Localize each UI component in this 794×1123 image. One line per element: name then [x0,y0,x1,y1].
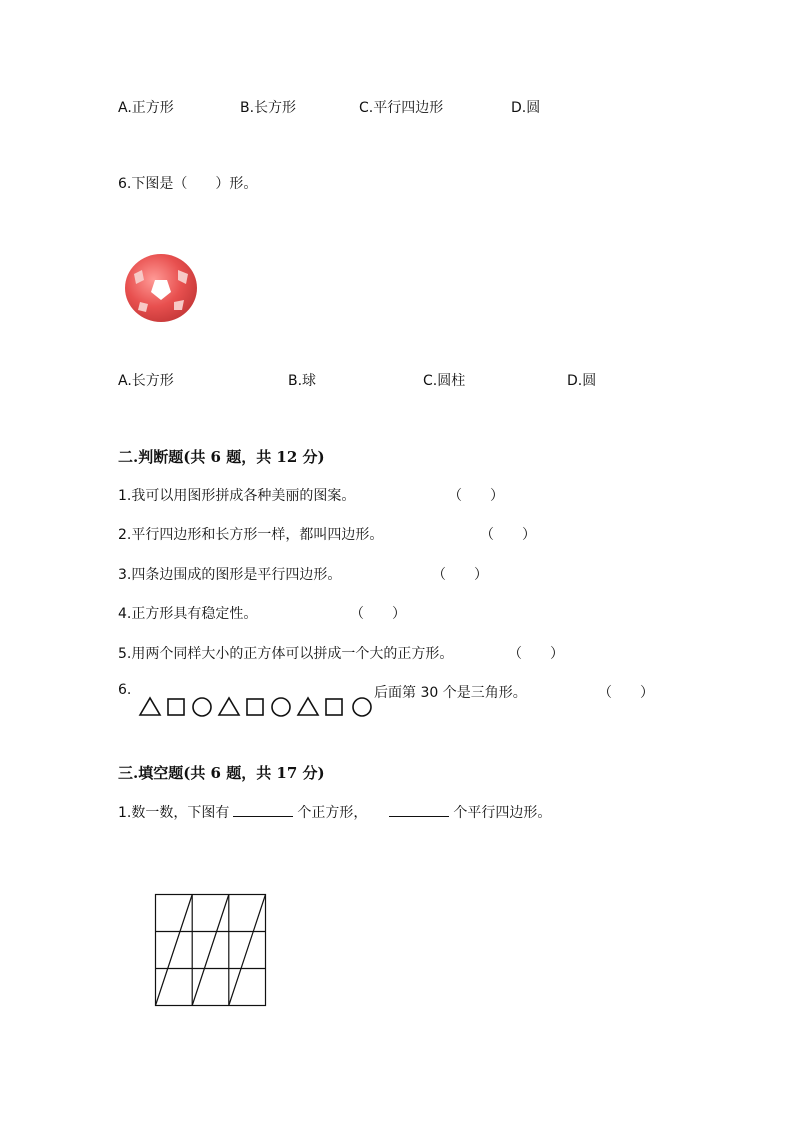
judge-item-6-text: 后面第 30 个是三角形。 [374,685,527,701]
q6-prompt: 6.下图是（ ）形。 [118,176,258,192]
q6-option-c[interactable]: C.圆柱 [423,373,466,389]
circle-icon [272,698,290,716]
q5-option-a[interactable]: A.正方形 [118,100,174,116]
fill-item-1-part2: 个正方形， [297,805,368,821]
ball-image [122,252,200,324]
circle-icon [353,698,371,716]
judge-item-4-text: 4.正方形具有稳定性。 [118,606,258,622]
fill-blank-parallelograms[interactable] [389,802,449,817]
q5-option-c[interactable]: C.平行四边形 [359,100,444,116]
shape-sequence [138,694,374,718]
q6-option-a[interactable]: A.长方形 [118,373,174,389]
judge-item-2-paren[interactable]: （ ） [480,527,536,543]
judge-item-4-paren[interactable]: （ ） [350,606,406,622]
fill-blank-squares[interactable] [233,802,293,817]
judge-item-5-paren[interactable]: （ ） [508,646,564,662]
judge-item-5-text: 5.用两个同样大小的正方体可以拼成一个大的正方形。 [118,646,454,662]
triangle-icon [298,698,318,715]
q5-option-b[interactable]: B.长方形 [240,100,297,116]
fill-item-1 [118,802,551,822]
judge-item-2-text: 2.平行四边形和长方形一样，都叫四边形。 [118,527,384,543]
grid-figure [154,893,267,1007]
triangle-icon [219,698,239,715]
q5-option-d[interactable]: D.圆 [511,100,541,116]
fill-item-1-part1: 1.数一数，下图有 [118,805,230,821]
square-icon [247,699,263,715]
judge-item-3-paren[interactable]: （ ） [432,567,488,583]
circle-icon [193,698,211,716]
section-3-heading: 三.填空题(共 6 题，共 17 分) [118,764,325,782]
judge-item-1-paren[interactable]: （ ） [448,488,504,504]
fill-item-1-part3: 个平行四边形。 [453,805,552,821]
triangle-icon [140,698,160,715]
judge-item-3-text: 3.四条边围成的图形是平行四边形。 [118,567,342,583]
judge-item-1-text: 1.我可以用图形拼成各种美丽的图案。 [118,488,356,504]
q6-option-d[interactable]: D.圆 [567,373,597,389]
judge-item-6-number: 6. [118,682,132,698]
square-icon [326,699,342,715]
square-icon [168,699,184,715]
section-2-heading: 二.判断题(共 6 题，共 12 分) [118,448,325,466]
judge-item-6-paren[interactable]: （ ） [598,685,654,701]
q6-option-b[interactable]: B.球 [288,373,317,389]
